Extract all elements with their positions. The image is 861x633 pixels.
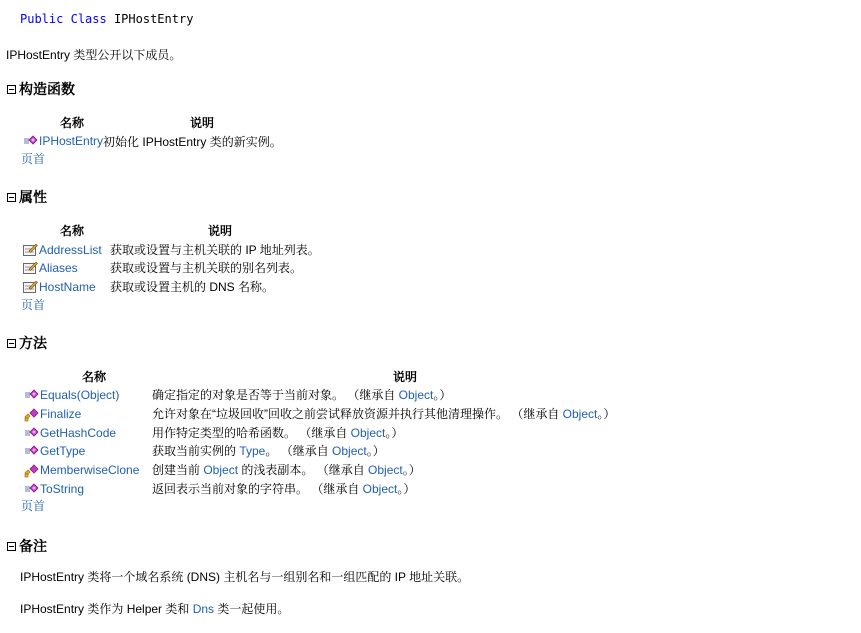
method-icon: [23, 387, 39, 403]
protected-method-icon: [23, 406, 39, 422]
keyword-public: Public: [20, 12, 64, 26]
column-header-description: 说明: [190, 116, 215, 130]
method-icon: [23, 443, 39, 459]
member-description: 初始化 IPHostEntry 类的新实例。: [103, 134, 282, 149]
member-description: 确定指定的对象是否等于当前对象。 （继承自 Object。）: [152, 388, 452, 402]
column-header-description: 说明: [208, 224, 233, 238]
keyword-class: Class: [70, 12, 107, 26]
member-description: 返回表示当前对象的字符串。 （继承自 Object。）: [152, 482, 416, 496]
member-description: 获取或设置主机的 DNS 名称。: [110, 280, 275, 294]
collapse-icon[interactable]: [7, 339, 16, 348]
method-icon: [23, 481, 39, 497]
protected-method-icon: [23, 462, 39, 478]
member-link[interactable]: ToString: [40, 482, 85, 496]
section-methods[interactable]: [7, 334, 47, 352]
member-row: [23, 480, 84, 498]
member-link[interactable]: Aliases: [39, 261, 78, 275]
member-description: 获取或设置与主机关联的别名列表。: [110, 261, 303, 275]
section-title: 属性: [19, 189, 47, 205]
member-link[interactable]: Finalize: [40, 407, 82, 421]
object-link[interactable]: Object: [362, 482, 398, 496]
back-to-top-link[interactable]: 页首: [21, 499, 46, 513]
syntax-declaration: [20, 11, 193, 27]
member-link[interactable]: HostName: [39, 280, 96, 294]
member-link[interactable]: AddressList: [39, 243, 102, 257]
object-link[interactable]: Object: [203, 463, 239, 477]
constructor-icon: [22, 133, 38, 149]
column-header-name: 名称: [82, 370, 107, 384]
member-row: [23, 424, 116, 442]
member-link[interactable]: GetType: [40, 444, 86, 458]
column-header-description: 说明: [393, 370, 418, 384]
section-title: 备注: [19, 538, 47, 554]
column-header-name: 名称: [60, 116, 85, 130]
remarks-paragraph: IPHostEntry 类作为 Helper 类和 Dns 类一起使用。: [20, 602, 290, 616]
section-remarks[interactable]: [7, 537, 47, 555]
member-description: 用作特定类型的哈希函数。 （继承自 Object。）: [152, 426, 404, 440]
section-title: 方法: [19, 335, 47, 351]
section-constructors[interactable]: [7, 80, 75, 98]
collapse-icon[interactable]: [7, 542, 16, 551]
member-row: [22, 241, 102, 259]
object-link[interactable]: Object: [350, 426, 386, 440]
member-description: 获取或设置与主机关联的 IP 地址列表。: [110, 243, 320, 257]
member-description: 获取当前实例的 Type。 （继承自 Object。）: [152, 444, 385, 458]
member-row: [22, 132, 282, 150]
property-icon: [22, 279, 38, 295]
collapse-icon[interactable]: [7, 85, 16, 94]
property-icon: [22, 260, 38, 276]
member-row: [23, 386, 119, 404]
class-name: IPHostEntry: [113, 12, 194, 26]
object-link[interactable]: Object: [562, 407, 598, 421]
property-icon: [22, 242, 38, 258]
member-row: [23, 405, 81, 423]
back-to-top-link[interactable]: 页首: [21, 298, 46, 312]
section-title: 构造函数: [19, 81, 75, 97]
member-row: [23, 461, 139, 479]
section-properties[interactable]: [7, 188, 47, 206]
method-icon: [23, 425, 39, 441]
member-description: 允许对象在“垃圾回收”回收之前尝试释放资源并执行其他清理操作。 （继承自 Object。）: [152, 407, 616, 421]
collapse-icon[interactable]: [7, 193, 16, 202]
object-link[interactable]: Object: [398, 388, 434, 402]
column-header-name: 名称: [60, 224, 85, 238]
dns-link[interactable]: Dns: [192, 602, 215, 616]
member-row: [22, 259, 78, 277]
object-link[interactable]: Object: [368, 463, 403, 477]
back-to-top-link[interactable]: 页首: [21, 152, 46, 166]
remarks-paragraph: IPHostEntry 类将一个域名系统 (DNS) 主机名与一组别名和一组匹配的 IP 地址关联。: [20, 570, 470, 584]
member-description: 创建当前 Object 的浅表副本。 （继承自 Object。）: [152, 463, 421, 477]
intro-text: IPHostEntry 类型公开以下成员。: [6, 48, 182, 62]
type-link[interactable]: Type: [239, 444, 266, 458]
member-link[interactable]: IPHostEntry: [39, 134, 104, 148]
member-link[interactable]: Equals(Object): [40, 388, 120, 402]
member-row: [22, 278, 96, 296]
member-link[interactable]: GetHashCode: [40, 426, 117, 440]
member-link[interactable]: MemberwiseClone: [40, 463, 140, 477]
member-row: [23, 442, 85, 460]
object-link[interactable]: Object: [332, 444, 367, 458]
